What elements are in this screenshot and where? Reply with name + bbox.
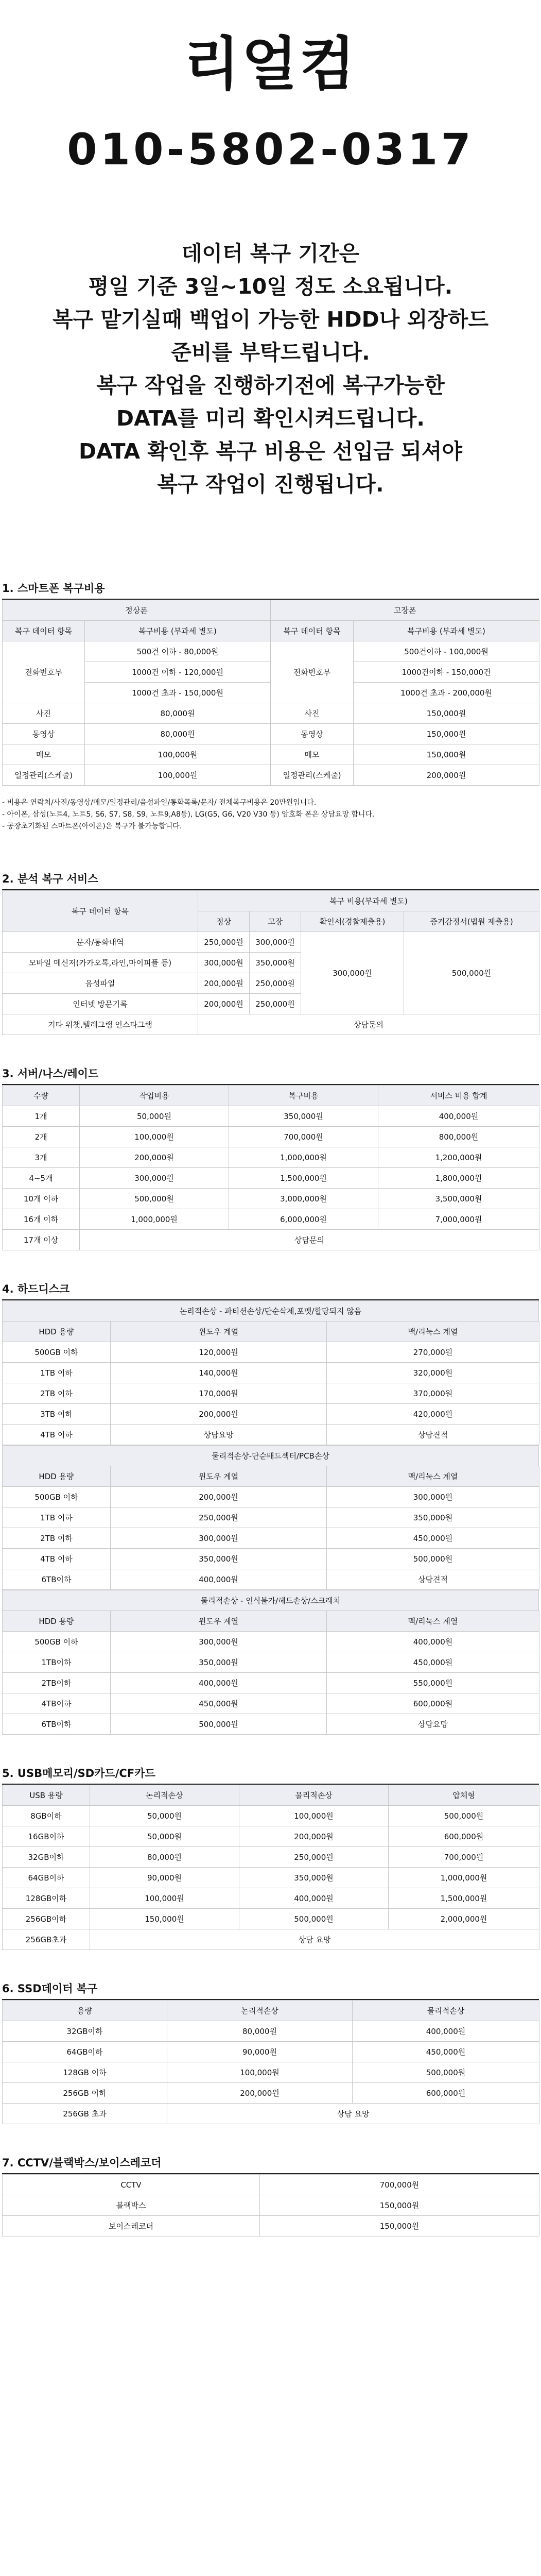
price-cell: 500건 이하 - 80,000원 xyxy=(85,641,271,662)
brand-title: 리얼컴 xyxy=(184,31,357,98)
price-cell: 350,000원 xyxy=(327,1507,539,1528)
row-label: 4TB 이하 xyxy=(3,1549,111,1569)
price-cell: 550,000원 xyxy=(327,1673,539,1693)
note-line: - 공장초기화된 스마트폰(아이폰)은 복구가 불가능합니다. xyxy=(2,822,182,831)
price-cell: 300,000원 xyxy=(80,1168,229,1189)
row-label: 전화번호부 xyxy=(271,641,354,703)
column-header: 복구 비용(부과세 별도) xyxy=(198,891,539,911)
row-label: 동영상 xyxy=(3,724,85,744)
price-cell: 500,000원 xyxy=(327,1549,539,1569)
price-cell: 300,000원 xyxy=(327,1487,539,1507)
row-label: 일정관리(스케줄) xyxy=(271,765,354,786)
note-line: - 아이폰, 삼성(노트4, 노트5, S6, S7, S8, S9, 노트9,A8등), LG(G5, G6, V20 V30 등) 암호화 폰은 상담요망 합니다. xyxy=(2,810,375,819)
column-header: 맥/리눅스 계열 xyxy=(327,1321,539,1342)
price-cell: 150,000원 xyxy=(354,724,539,744)
notice-line: 데이터 복구 기간은 xyxy=(181,241,360,266)
price-cell: 800,000원 xyxy=(378,1127,539,1147)
column-header: 복구 데이터 항목 xyxy=(3,621,85,641)
price-cell: 500,000원 xyxy=(80,1189,229,1209)
row-label: 보이스레코더 xyxy=(3,2216,260,2236)
section-title: 3. 서버/나스/레이드 xyxy=(2,1067,99,1080)
price-cell: 250,000원 xyxy=(239,1847,389,1868)
row-label: 256GB 초과 xyxy=(3,2104,167,2124)
column-header: 복구 데이터 항목 xyxy=(271,621,354,641)
price-cell: 상담요망 xyxy=(327,1714,539,1735)
price-cell: 120,000원 xyxy=(111,1342,327,1363)
price-cell: 600,000원 xyxy=(327,1693,539,1714)
row-label: 4TB이하 xyxy=(3,1693,111,1714)
price-cell: 1,000,000원 xyxy=(389,1868,539,1888)
section xyxy=(0,1978,541,2124)
price-cell: 1,200,000원 xyxy=(378,1147,539,1168)
price-cell: 50,000원 xyxy=(90,1826,239,1847)
column-header: HDD 용량 xyxy=(3,1611,111,1632)
price-cell: 1,500,000원 xyxy=(389,1888,539,1909)
row-label: 모바일 메신저(카카오톡,라인,마이피플 등) xyxy=(3,953,198,973)
row-label: 2TB 이하 xyxy=(3,1528,111,1549)
column-header: 확인서(경찰제출용) xyxy=(301,911,404,932)
column-header: 복구비용 (부과세 별도) xyxy=(354,621,539,641)
consult-cell: 상담문의 xyxy=(198,1014,539,1035)
column-header: 고장 xyxy=(250,911,301,932)
price-cell: 80,000원 xyxy=(85,703,271,724)
column-header: 윈도우 계열 xyxy=(111,1611,327,1632)
row-label: 6TB이하 xyxy=(3,1714,111,1735)
row-label: 500GB 이하 xyxy=(3,1342,111,1363)
row-label: 64GB이하 xyxy=(3,1868,90,1888)
price-cell: 500,000원 xyxy=(239,1909,389,1929)
price-cell: 600,000원 xyxy=(389,1826,539,1847)
cctv-table xyxy=(2,2174,539,2236)
price-cell: 80,000원 xyxy=(85,724,271,744)
row-label: 블랙박스 xyxy=(3,2195,260,2216)
price-cell: 200,000원 xyxy=(198,994,250,1014)
price-cell: 200,000원 xyxy=(80,1147,229,1168)
section xyxy=(0,1279,541,1735)
group-normal: 정상폰 xyxy=(3,600,271,621)
price-cell: 400,000원 xyxy=(239,1888,389,1909)
column-header: 물리적손상 xyxy=(353,2001,539,2021)
row-label: 기타 위챗,텔레그램 인스타그램 xyxy=(3,1014,198,1035)
row-label: 64GB이하 xyxy=(3,2042,167,2062)
price-cell: 300,000원 xyxy=(111,1632,327,1652)
price-cell: 200,000원 xyxy=(354,765,539,786)
price-cell: 150,000원 xyxy=(260,2195,539,2216)
group-broken: 고장폰 xyxy=(271,600,539,621)
row-label: 3TB 이하 xyxy=(3,1404,111,1425)
price-cell: 200,000원 xyxy=(167,2083,353,2104)
row-label: CCTV xyxy=(3,2175,260,2195)
column-header: 윈도우 계열 xyxy=(111,1321,327,1342)
section-title: 1. 스마트폰 복구비용 xyxy=(2,582,105,595)
price-cell: 7,000,000원 xyxy=(378,1209,539,1230)
usb-table xyxy=(2,1785,539,1950)
price-cell: 450,000원 xyxy=(327,1528,539,1549)
row-label: 동영상 xyxy=(271,724,354,744)
notice-line: 복구 작업이 진행됩니다. xyxy=(157,472,384,497)
notice-block xyxy=(0,237,541,501)
price-cell: 150,000원 xyxy=(90,1909,239,1929)
row-label: 2TB 이하 xyxy=(3,1383,111,1404)
section-title: 5. USB메모리/SD카드/CF카드 xyxy=(2,1767,155,1780)
price-cell: 150,000원 xyxy=(354,703,539,724)
row-label: 1TB이하 xyxy=(3,1652,111,1673)
row-label: 500GB 이하 xyxy=(3,1487,111,1507)
price-cell: 50,000원 xyxy=(90,1806,239,1826)
price-cell: 1,000,000원 xyxy=(229,1147,378,1168)
row-label: 16GB이하 xyxy=(3,1826,90,1847)
price-cell: 500,000원 xyxy=(389,1806,539,1826)
column-header: 논리적손상 xyxy=(90,1785,239,1806)
section xyxy=(0,1763,541,1950)
price-cell: 400,000원 xyxy=(378,1106,539,1127)
row-label: 256GB초과 xyxy=(3,1929,90,1950)
notice-line: 복구 맡기실때 백업이 가능한 HDD나 외장하드 xyxy=(52,307,489,332)
column-header: 복구비용 xyxy=(229,1086,378,1106)
price-cell: 150,000원 xyxy=(260,2216,539,2236)
phone-number: 010-5802-0317 xyxy=(67,124,474,175)
section-title: 4. 하드디스크 xyxy=(2,1283,70,1295)
row-label: 10개 이하 xyxy=(3,1189,80,1209)
price-cell: 420,000원 xyxy=(327,1404,539,1425)
confirm-price: 300,000원 xyxy=(301,932,404,1014)
price-cell: 1000건 이하 - 120,000원 xyxy=(85,662,271,683)
price-cell: 400,000원 xyxy=(327,1632,539,1652)
price-cell: 50,000원 xyxy=(80,1106,229,1127)
column-header: 서비스 비용 합계 xyxy=(378,1086,539,1106)
price-cell: 200,000원 xyxy=(111,1404,327,1425)
row-label: 128GB이하 xyxy=(3,1888,90,1909)
row-label: 6TB이하 xyxy=(3,1569,111,1590)
column-header: HDD 용량 xyxy=(3,1466,111,1487)
notice-line: 복구 작업을 진행하기전에 복구가능한 xyxy=(96,373,445,398)
column-header: 작업비용 xyxy=(80,1086,229,1106)
column-header: 윈도우 계열 xyxy=(111,1466,327,1487)
price-cell: 200,000원 xyxy=(198,973,250,994)
column-header: 압체형 xyxy=(389,1785,539,1806)
price-cell: 350,000원 xyxy=(111,1549,327,1569)
section xyxy=(0,2153,541,2236)
price-cell: 100,000원 xyxy=(80,1127,229,1147)
row-label: 사진 xyxy=(3,703,85,724)
price-cell: 700,000원 xyxy=(260,2175,539,2195)
notice-line: DATA 확인후 복구 비용은 선입금 되셔야 xyxy=(79,439,462,464)
row-label: 1개 xyxy=(3,1106,80,1127)
price-cell: 700,000원 xyxy=(229,1127,378,1147)
notice-line: 평일 기준 3일~10일 정도 소요됩니다. xyxy=(88,274,453,299)
price-cell: 90,000원 xyxy=(90,1868,239,1888)
price-cell: 1,800,000원 xyxy=(378,1168,539,1189)
consult-cell: 상담 요망 xyxy=(167,2104,539,2124)
price-cell: 3,000,000원 xyxy=(229,1189,378,1209)
column-header: 논리적손상 xyxy=(167,2001,353,2021)
price-cell: 500건이하 - 100,000원 xyxy=(354,641,539,662)
price-cell: 6,000,000원 xyxy=(229,1209,378,1230)
price-cell: 300,000원 xyxy=(198,953,250,973)
notice-line: DATA를 미리 확인시켜드립니다. xyxy=(116,406,425,431)
price-cell: 100,000원 xyxy=(85,744,271,765)
price-cell: 450,000원 xyxy=(353,2042,539,2062)
notice-line: 준비를 부탁드립니다. xyxy=(171,340,370,365)
price-cell: 1000건 초과 - 200,000원 xyxy=(354,683,539,703)
hdd-table xyxy=(2,1466,539,1590)
row-label: 500GB 이하 xyxy=(3,1632,111,1652)
price-cell: 250,000원 xyxy=(111,1507,327,1528)
row-label: 1TB 이하 xyxy=(3,1363,111,1383)
row-label: 32GB이하 xyxy=(3,2021,167,2042)
server-table xyxy=(2,1085,539,1250)
price-cell: 100,000원 xyxy=(90,1888,239,1909)
price-cell: 1,500,000원 xyxy=(229,1168,378,1189)
price-cell: 270,000원 xyxy=(327,1342,539,1363)
consult-cell: 상담 요망 xyxy=(90,1929,539,1950)
note-line: - 비용은 연락처/사진/동영상/메모/일정관리/음성파일/통화목록/문자/ 전체복구비용은 20만원입니다. xyxy=(2,799,317,807)
price-cell: 1000건이하 - 150,000건 xyxy=(354,662,539,683)
row-label: 2TB이하 xyxy=(3,1673,111,1693)
row-label: 4~5개 xyxy=(3,1168,80,1189)
row-label: 17개 이상 xyxy=(3,1230,80,1250)
price-cell: 350,000원 xyxy=(229,1106,378,1127)
price-cell: 2,000,000원 xyxy=(389,1909,539,1929)
price-cell: 상담요망 xyxy=(111,1425,327,1445)
row-label: 문자/통화내역 xyxy=(3,932,198,953)
row-label: 2개 xyxy=(3,1127,80,1147)
row-label: 음성파일 xyxy=(3,973,198,994)
column-header: 증거감정서(법원 제출용) xyxy=(404,911,539,932)
ssd-table xyxy=(2,2000,539,2124)
evidence-price: 500,000원 xyxy=(404,932,539,1014)
section xyxy=(0,1063,541,1250)
hdd-table xyxy=(2,1321,539,1445)
column-header: 물리적손상 xyxy=(239,1785,389,1806)
price-cell: 300,000원 xyxy=(250,932,301,953)
smartphone-table xyxy=(2,600,539,786)
column-header: 복구 데이터 항목 xyxy=(3,891,198,932)
row-label: 256GB이하 xyxy=(3,1909,90,1929)
price-cell: 200,000원 xyxy=(111,1487,327,1507)
column-header: USB 용량 xyxy=(3,1785,90,1806)
price-cell: 400,000원 xyxy=(111,1569,327,1590)
section-title: 7. CCTV/블랙박스/보이스레코더 xyxy=(2,2157,162,2169)
consult-cell: 상담문의 xyxy=(80,1230,539,1250)
row-label: 16개 이하 xyxy=(3,1209,80,1230)
price-cell: 450,000원 xyxy=(111,1693,327,1714)
price-cell: 350,000원 xyxy=(111,1652,327,1673)
row-label: 8GB이하 xyxy=(3,1806,90,1826)
row-label: 4TB 이하 xyxy=(3,1425,111,1445)
price-cell: 170,000원 xyxy=(111,1383,327,1404)
row-label: 전화번호부 xyxy=(3,641,85,703)
price-cell: 100,000원 xyxy=(85,765,271,786)
price-cell: 300,000원 xyxy=(111,1528,327,1549)
price-cell: 80,000원 xyxy=(90,1847,239,1868)
row-label: 3개 xyxy=(3,1147,80,1168)
price-cell: 400,000원 xyxy=(111,1673,327,1693)
hdd-block-caption: 물리적손상 - 인식불가/헤드손상/스크래치 xyxy=(2,1590,539,1611)
column-header: 정상 xyxy=(198,911,250,932)
price-cell: 250,000원 xyxy=(250,973,301,994)
row-label: 메모 xyxy=(271,744,354,765)
column-header: 복구비용 (부과세 별도) xyxy=(85,621,271,641)
row-label: 256GB 이하 xyxy=(3,2083,167,2104)
price-cell: 450,000원 xyxy=(327,1652,539,1673)
price-cell: 80,000원 xyxy=(167,2021,353,2042)
price-cell: 350,000원 xyxy=(250,953,301,973)
price-cell: 상담견적 xyxy=(327,1569,539,1590)
price-cell: 상담견적 xyxy=(327,1425,539,1445)
hdd-table xyxy=(2,1611,539,1735)
row-label: 일정관리(스케줄) xyxy=(3,765,85,786)
section-title: 2. 분석 복구 서비스 xyxy=(2,873,98,885)
price-cell: 3,500,000원 xyxy=(378,1189,539,1209)
section xyxy=(0,578,541,833)
price-cell: 250,000원 xyxy=(250,994,301,1014)
column-header: HDD 용량 xyxy=(3,1321,111,1342)
hdd-block-caption: 논리적손상 - 파티션손상/단순삭제,포맷/할당되지 않음 xyxy=(2,1300,539,1321)
price-cell: 700,000원 xyxy=(389,1847,539,1868)
price-cell: 150,000원 xyxy=(354,744,539,765)
notes-block xyxy=(2,797,541,833)
price-cell: 90,000원 xyxy=(167,2042,353,2062)
price-cell: 400,000원 xyxy=(353,2021,539,2042)
row-label: 32GB이하 xyxy=(3,1847,90,1868)
row-label: 1TB 이하 xyxy=(3,1507,111,1528)
section-title: 6. SSD데이터 복구 xyxy=(2,1982,98,1995)
row-label: 인터넷 방문기록 xyxy=(3,994,198,1014)
price-cell: 100,000원 xyxy=(239,1806,389,1826)
price-cell: 250,000원 xyxy=(198,932,250,953)
hdd-block-caption: 물리적손상-단순배드섹터/PCB손상 xyxy=(2,1445,539,1466)
price-cell: 500,000원 xyxy=(353,2062,539,2083)
column-header: 맥/리눅스 계열 xyxy=(327,1466,539,1487)
price-cell: 600,000원 xyxy=(353,2083,539,2104)
column-header: 용량 xyxy=(3,2001,167,2021)
row-label: 메모 xyxy=(3,744,85,765)
price-cell: 1,000,000원 xyxy=(80,1209,229,1230)
column-header: 수량 xyxy=(3,1086,80,1106)
price-cell: 1000건 초과 - 150,000원 xyxy=(85,683,271,703)
price-cell: 100,000원 xyxy=(167,2062,353,2083)
row-label: 128GB 이하 xyxy=(3,2062,167,2083)
price-cell: 320,000원 xyxy=(327,1363,539,1383)
row-label: 사진 xyxy=(271,703,354,724)
analysis-table xyxy=(2,890,539,1035)
price-cell: 200,000원 xyxy=(239,1826,389,1847)
column-header: 맥/리눅스 계열 xyxy=(327,1611,539,1632)
price-cell: 350,000원 xyxy=(239,1868,389,1888)
price-cell: 140,000원 xyxy=(111,1363,327,1383)
price-cell: 370,000원 xyxy=(327,1383,539,1404)
section xyxy=(0,869,541,1035)
price-cell: 500,000원 xyxy=(111,1714,327,1735)
